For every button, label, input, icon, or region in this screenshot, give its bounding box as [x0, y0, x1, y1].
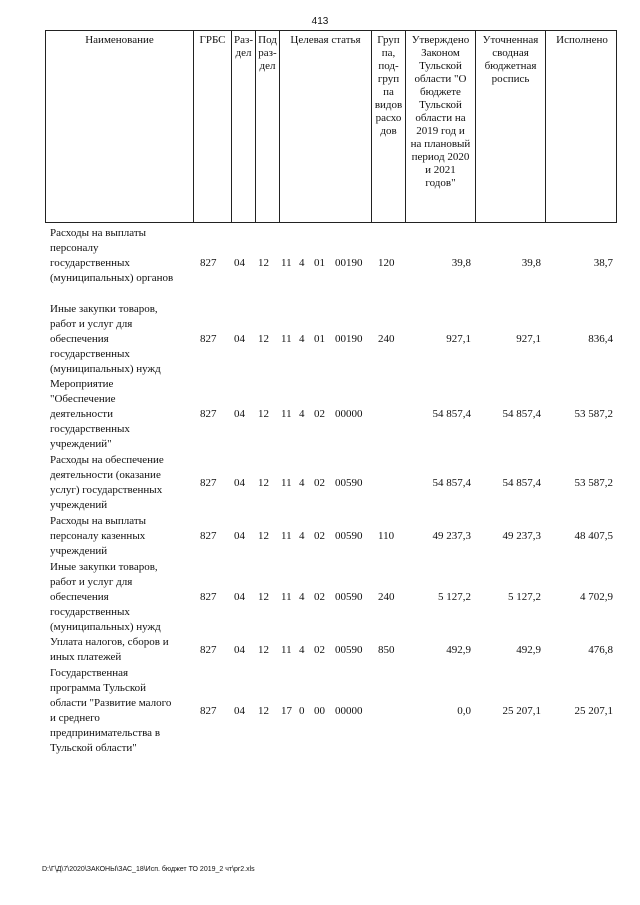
- row-razdel: 04: [234, 333, 245, 345]
- row-target-1: 11: [281, 530, 292, 542]
- row-executed: 25 207,1: [574, 705, 613, 717]
- row-target-1: 11: [281, 644, 292, 656]
- row-approved: 5 127,2: [438, 591, 471, 603]
- row-razdel: 04: [234, 257, 245, 269]
- row-target-2: 4: [299, 257, 305, 269]
- row-target-1: 11: [281, 257, 292, 269]
- row-executed: 53 587,2: [574, 477, 613, 489]
- row-target-4: 00590: [335, 644, 363, 656]
- row-target-4: 00190: [335, 333, 363, 345]
- row-target-2: 0: [299, 705, 305, 717]
- row-razdel: 04: [234, 477, 245, 489]
- header-approved-label: Утверждено Законом Тульской области "О бюджете Тульской области на 2019 год и на плановый период 2020 и 2021 годов": [410, 34, 471, 189]
- row-name: Иные закупки товаров, работ и услуг для обеспечения государственных (муниципальных) нужд: [50, 561, 161, 633]
- header-name: [46, 31, 194, 222]
- row-name: Иные закупки товаров, работ и услуг для обеспечения государственных (муниципальных) нужд: [50, 303, 161, 375]
- row-name: Расходы на обеспечение деятельности (оказание услуг) государственных учреждений: [50, 454, 164, 511]
- row-target-1: 11: [281, 333, 292, 345]
- row-target-1: 17: [281, 705, 292, 717]
- header-name-label: Наименование: [85, 34, 154, 46]
- row-group: 240: [378, 591, 395, 603]
- row-razdel: 04: [234, 591, 245, 603]
- row-refined: 5 127,2: [508, 591, 541, 603]
- row-refined: 39,8: [521, 257, 541, 269]
- row-refined: 492,9: [516, 644, 541, 656]
- row-target-2: 4: [299, 333, 305, 345]
- row-target-4: 00590: [335, 530, 363, 542]
- row-target-2: 4: [299, 591, 305, 603]
- row-approved: 0,0: [457, 705, 471, 717]
- page-number: 413: [311, 16, 329, 27]
- row-target-2: 4: [299, 530, 305, 542]
- row-executed: 38,7: [593, 257, 613, 269]
- row-target-3: 02: [314, 591, 325, 603]
- row-grbs: 827: [200, 644, 217, 656]
- header-group-label: Груп па, под- груп па видов расхо дов: [374, 34, 403, 137]
- row-target-4: 00000: [335, 705, 363, 717]
- row-target-1: 11: [281, 591, 292, 603]
- row-target-3: 02: [314, 408, 325, 420]
- header-approved: [406, 31, 476, 222]
- row-target-3: 02: [314, 477, 325, 489]
- row-podrazdel: 12: [258, 333, 269, 345]
- header-target: [280, 31, 372, 222]
- row-name: Мероприятие "Обеспечение деятельности государственных учреждений": [50, 378, 130, 450]
- row-target-3: 01: [314, 257, 325, 269]
- row-target-3: 01: [314, 333, 325, 345]
- header-podrazdel: [256, 31, 280, 222]
- row-razdel: 04: [234, 644, 245, 656]
- row-target-4: 00590: [335, 477, 363, 489]
- row-razdel: 04: [234, 408, 245, 420]
- row-target-4: 00000: [335, 408, 363, 420]
- row-name: Уплата налогов, сборов и иных платежей: [50, 636, 169, 663]
- row-podrazdel: 12: [258, 530, 269, 542]
- row-grbs: 827: [200, 333, 217, 345]
- row-refined: 49 237,3: [502, 530, 541, 542]
- header-group: [372, 31, 406, 222]
- row-grbs: 827: [200, 705, 217, 717]
- row-name: Государственная программа Тульской области "Развитие малого и среднего предпринимательства в Тульской области": [50, 667, 172, 754]
- row-group: 240: [378, 333, 395, 345]
- header-executed-label: Исполнено: [556, 34, 608, 46]
- header-executed: [546, 31, 618, 222]
- row-razdel: 04: [234, 530, 245, 542]
- row-podrazdel: 12: [258, 477, 269, 489]
- row-grbs: 827: [200, 408, 217, 420]
- row-refined: 927,1: [516, 333, 541, 345]
- row-group: 110: [378, 530, 395, 542]
- row-razdel: 04: [234, 705, 245, 717]
- row-podrazdel: 12: [258, 257, 269, 269]
- header-razdel: [232, 31, 256, 222]
- row-podrazdel: 12: [258, 644, 269, 656]
- row-target-3: 02: [314, 644, 325, 656]
- row-grbs: 827: [200, 591, 217, 603]
- row-group: 120: [378, 257, 395, 269]
- header-refined: [476, 31, 546, 222]
- row-refined: 54 857,4: [502, 408, 541, 420]
- row-podrazdel: 12: [258, 591, 269, 603]
- row-target-4: 00190: [335, 257, 363, 269]
- row-target-1: 11: [281, 477, 292, 489]
- row-approved: 49 237,3: [432, 530, 471, 542]
- header-refined-label: Уточненная сводная бюджетная роспись: [482, 34, 539, 85]
- row-executed: 53 587,2: [574, 408, 613, 420]
- row-target-2: 4: [299, 477, 305, 489]
- row-approved: 492,9: [446, 644, 471, 656]
- row-executed: 476,8: [588, 644, 613, 656]
- header-razdel-label: Раз- дел: [233, 34, 253, 59]
- row-grbs: 827: [200, 477, 217, 489]
- row-target-2: 4: [299, 408, 305, 420]
- row-target-2: 4: [299, 644, 305, 656]
- row-grbs: 827: [200, 257, 217, 269]
- header-podrazdel-label: Под раз- дел: [258, 34, 277, 72]
- row-executed: 836,4: [588, 333, 613, 345]
- row-executed: 4 702,9: [580, 591, 613, 603]
- header-target-label: Целевая статья: [290, 34, 361, 46]
- row-podrazdel: 12: [258, 408, 269, 420]
- row-refined: 25 207,1: [502, 705, 541, 717]
- row-name: Расходы на выплаты персоналу казенных учреждений: [50, 515, 147, 557]
- row-name: Расходы на выплаты персоналу государственных (муниципальных) органов: [50, 227, 174, 284]
- row-target-3: 00: [314, 705, 325, 717]
- header-grbs-label: ГРБС: [199, 34, 226, 46]
- row-approved: 54 857,4: [432, 477, 471, 489]
- table-header: [45, 30, 617, 223]
- row-group: 850: [378, 644, 395, 656]
- row-target-3: 02: [314, 530, 325, 542]
- row-approved: 54 857,4: [432, 408, 471, 420]
- row-target-4: 00590: [335, 591, 363, 603]
- header-grbs: [194, 31, 232, 222]
- row-target-1: 11: [281, 408, 292, 420]
- row-refined: 54 857,4: [502, 477, 541, 489]
- row-grbs: 827: [200, 530, 217, 542]
- row-approved: 39,8: [451, 257, 471, 269]
- row-approved: 927,1: [446, 333, 471, 345]
- file-path-footer: D:\Г\Д\7\2020\ЗАКОНЫ\ЗАС_18\Исп. бюджет ТО 2019_2 чт\pr2.xls: [42, 866, 255, 873]
- row-podrazdel: 12: [258, 705, 269, 717]
- row-executed: 48 407,5: [574, 530, 613, 542]
